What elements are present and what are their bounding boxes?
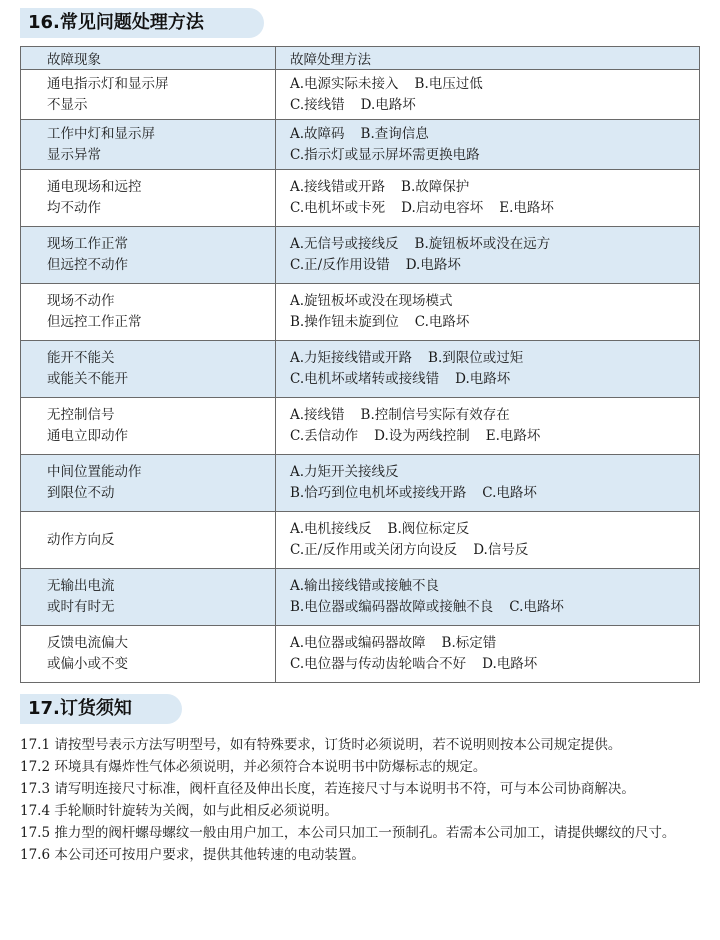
method-item: B.查询信息: [360, 125, 429, 142]
method-item: A.无信号或接线反: [290, 236, 399, 252]
method-item: D.设为两线控制: [374, 428, 470, 444]
section-17-title: 17.订货须知: [20, 694, 182, 724]
method-item: A.力矩开关接线反: [290, 464, 399, 480]
symptom-line: 反馈电流偏大: [47, 635, 128, 651]
symptom-line: 现场工作正常: [47, 236, 128, 252]
table-row: [21, 569, 700, 626]
table-row: [21, 398, 700, 455]
order-note-item: 17.1 请按型号表示方法写明型号，如有特殊要求，订货时必须说明，若不说明则按本公司规定提供。: [20, 737, 622, 753]
symptom-cell: [21, 120, 276, 170]
method-cell: [276, 227, 700, 284]
header-symptom: 故障现象: [21, 47, 276, 70]
symptom-line: 或能关不能开: [47, 371, 128, 387]
symptom-cell: [21, 569, 276, 626]
order-note-item: 17.2 环境具有爆炸性气体必须说明，并必须符合本说明书中防爆标志的规定。: [20, 759, 487, 775]
header-method: 故障处理方法: [276, 47, 700, 70]
method-cell: [276, 569, 700, 626]
method-cell: [276, 512, 700, 569]
symptom-line: 显示异常: [47, 146, 101, 163]
symptom-cell: [21, 512, 276, 569]
method-cell: [276, 70, 700, 120]
method-item: D.电路坏: [405, 257, 461, 273]
table-row: [21, 626, 700, 683]
method-line: [290, 95, 699, 116]
symptom-cell: [21, 227, 276, 284]
table-row: [21, 341, 700, 398]
symptom-line: 能开不能关: [47, 350, 115, 366]
symptom-line: 工作中灯和显示屏: [47, 125, 155, 142]
method-item: A.力矩接线错或开路: [290, 350, 413, 366]
table-row: [21, 455, 700, 512]
method-item: B.电压过低: [414, 75, 483, 92]
symptom-cell: [21, 398, 276, 455]
symptom-line: 中间位置能动作: [47, 464, 142, 480]
order-note-item: 17.5 推力型的阀杆螺母螺纹一般由用户加工，本公司只加工一预制孔。若需本公司加工，请提供螺纹的尺寸。: [20, 825, 676, 841]
method-line: [290, 291, 699, 312]
method-item: A.电源实际未接入: [290, 75, 399, 92]
order-note-item: 17.3 请写明连接尺寸标准，阀杆直径及伸出长度，若连接尺寸与本说明书不符，可与本公司协商解决。: [20, 781, 635, 797]
symptom-cell: [21, 284, 276, 341]
method-item: D.启动电容坏: [401, 200, 484, 216]
method-item: A.电位器或编码器故障: [290, 635, 426, 651]
method-cell: [276, 284, 700, 341]
method-item: C.电路坏: [414, 314, 470, 330]
method-item: C.正/反作用或关闭方向设反: [290, 542, 458, 558]
symptom-cell: [21, 626, 276, 683]
method-item: A.电机接线反: [290, 521, 372, 537]
troubleshooting-table: [20, 46, 700, 683]
symptom-line: 通电立即动作: [47, 428, 128, 444]
method-line: [290, 405, 699, 426]
method-line: [290, 462, 699, 483]
method-line: [290, 198, 699, 219]
method-item: E.电路坏: [499, 200, 554, 216]
method-cell: [276, 170, 700, 227]
method-item: C.电机坏或卡死: [290, 200, 386, 216]
table-header-row: [21, 47, 700, 70]
method-item: E.电路坏: [485, 428, 541, 444]
table-row: [21, 70, 700, 120]
method-item: C.电路坏: [509, 599, 564, 615]
symptom-line: 但远控不动作: [47, 257, 128, 273]
method-item: D.电路坏: [455, 371, 511, 387]
symptom-line: 不显示: [47, 96, 88, 113]
method-item: B.恰巧到位电机坏或接线开路: [290, 485, 467, 501]
method-line: [290, 234, 699, 255]
order-notes: [20, 734, 692, 866]
method-item: B.旋钮板坏或没在远方: [414, 236, 551, 252]
table-row: [21, 284, 700, 341]
method-item: D.电路坏: [360, 96, 416, 113]
method-cell: [276, 341, 700, 398]
method-item: C.接线错: [290, 96, 345, 113]
method-item: C.丢信动作: [290, 428, 359, 444]
symptom-cell: [21, 341, 276, 398]
symptom-cell: [21, 170, 276, 227]
section-16-title: 16.常见问题处理方法: [20, 8, 264, 38]
method-line: [290, 633, 699, 654]
method-item: B.电位器或编码器故障或接触不良: [290, 599, 494, 615]
method-line: [290, 145, 699, 166]
symptom-line: 通电指示灯和显示屏: [47, 75, 169, 92]
method-line: [290, 654, 699, 675]
method-line: [290, 177, 699, 198]
table-row: [21, 227, 700, 284]
symptom-cell: [21, 70, 276, 120]
method-item: D.电路坏: [482, 656, 538, 672]
table-body: [21, 70, 700, 683]
symptom-line: 无输出电流: [47, 578, 115, 594]
method-item: B.控制信号实际有效存在: [360, 407, 510, 423]
method-cell: [276, 626, 700, 683]
symptom-line: 动作方向反: [47, 531, 115, 548]
method-item: B.到限位或过矩: [428, 350, 524, 366]
symptom-line: 但远控工作正常: [47, 314, 142, 330]
method-cell: [276, 120, 700, 170]
method-item: C.电路坏: [482, 485, 537, 501]
method-cell: [276, 398, 700, 455]
method-item: A.故障码: [290, 125, 345, 142]
method-item: B.操作钮未旋到位: [290, 314, 399, 330]
method-line: [290, 369, 699, 390]
method-item: A.接线错或开路: [290, 179, 386, 195]
symptom-cell: [21, 455, 276, 512]
method-line: [290, 124, 699, 145]
order-note-item: 17.6 本公司还可按用户要求，提供其他转速的电动装置。: [20, 847, 365, 863]
method-item: A.接线错: [290, 407, 345, 423]
method-line: [290, 348, 699, 369]
method-item: C.指示灯或显示屏坏需更换电路: [290, 146, 480, 163]
symptom-line: 现场不动作: [47, 293, 115, 309]
table-row: [21, 512, 700, 569]
method-line: [290, 426, 699, 447]
method-cell: [276, 455, 700, 512]
symptom-line: 或偏小或不变: [47, 656, 128, 672]
table-row: [21, 120, 700, 170]
order-note-item: 17.4 手轮顺时针旋转为关阀，如与此相反必须说明。: [20, 803, 338, 819]
method-item: C.电机坏或堵转或接线错: [290, 371, 440, 387]
symptom-line: 或时有时无: [47, 599, 115, 615]
symptom-line: 无控制信号: [47, 407, 115, 423]
method-line: [290, 597, 699, 618]
method-item: C.正/反作用设错: [290, 257, 390, 273]
symptom-line: 均不动作: [47, 200, 101, 216]
symptom-line: 通电现场和远控: [47, 179, 142, 195]
method-item: B.阀位标定反: [387, 521, 470, 537]
method-item: A.输出接线错或接触不良: [290, 578, 440, 594]
method-item: C.电位器与传动齿轮啮合不好: [290, 656, 467, 672]
method-item: D.信号反: [473, 542, 529, 558]
method-line: [290, 312, 699, 333]
method-line: [290, 576, 699, 597]
method-line: [290, 519, 699, 540]
method-line: [290, 540, 699, 561]
method-line: [290, 483, 699, 504]
method-item: B.故障保护: [401, 179, 470, 195]
method-line: [290, 74, 699, 95]
method-item: A.旋钮板坏或没在现场模式: [290, 293, 453, 309]
symptom-line: 到限位不动: [47, 485, 115, 501]
method-line: [290, 255, 699, 276]
method-item: B.标定错: [441, 635, 497, 651]
table-row: [21, 170, 700, 227]
